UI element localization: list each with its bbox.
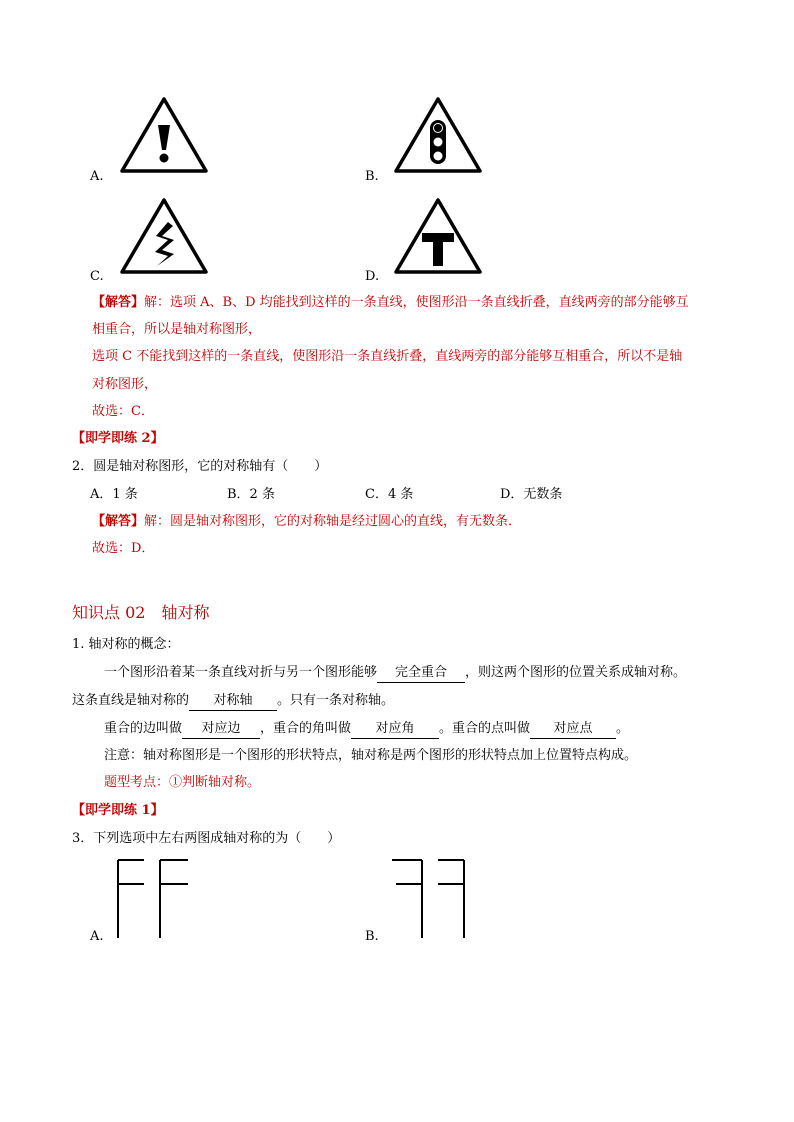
concept-text: 重合的边叫做: [104, 721, 183, 736]
concept-para-1: [104, 664, 686, 683]
mirror-reversed-f-shape-figure: [386, 856, 476, 942]
q2-option-c[interactable]: C．4 条: [365, 487, 414, 502]
q2-stem: 2．圆是轴对称图形，它的对称轴有（ ）: [72, 459, 328, 474]
t-junction-sign-icon: [392, 196, 484, 276]
fill-blank-point: 对应点: [530, 720, 616, 739]
concept-text: ，则这两个图形的位置关系成轴对称。: [465, 665, 687, 680]
q2-answer-text: 解：圆是轴对称图形，它的对称轴是经过圆心的直线，有无数条．: [144, 514, 522, 529]
section-title: 知识点 02 轴对称: [72, 603, 210, 622]
concept-para-2: [72, 692, 394, 711]
warning-exclamation-sign-icon: [118, 95, 210, 175]
concept-text: 。: [616, 721, 630, 736]
answer-line-3: 选项 C 不能找到这样的一条直线，使图形沿一条直线折叠，直线两旁的部分能够互相重合，所以不是轴: [92, 349, 683, 364]
option-d-label: D.: [365, 269, 380, 284]
answer-line-1: 解：选项 A、B、D 均能找到这样的一条直线，使图形沿一条直线折叠，直线两旁的部分能够互: [144, 295, 689, 310]
concept-note: 注意：轴对称图形是一个图形的形状特点，轴对称是两个图形的形状特点加上位置特点构成。: [104, 748, 638, 763]
fill-blank-axis: 对称轴: [189, 692, 277, 711]
option-c-label: C.: [90, 269, 104, 284]
answer-line-2: 相重合，所以是轴对称图形，: [92, 322, 262, 337]
q2-option-d[interactable]: D．无数条: [500, 487, 563, 502]
concept-para-3: [104, 720, 629, 739]
exam-point: 题型考点：①判断轴对称。: [104, 775, 261, 790]
q3-option-a-label: A.: [90, 929, 104, 944]
q2-choice: 故选：D．: [92, 541, 155, 556]
concept-text: 一个图形沿着某一条直线对折与另一个图形能够: [104, 665, 378, 680]
concept-text: 这条直线是轴对称的: [72, 693, 190, 708]
fill-blank-complete-overlap: 完全重合: [377, 664, 465, 683]
option-b-label: B.: [365, 169, 379, 184]
option-a-label: A.: [90, 169, 104, 184]
falling-rocks-sign-icon: [118, 196, 210, 276]
answer-tag: 【解答】: [92, 295, 145, 310]
fill-blank-edge: 对应边: [182, 720, 260, 739]
q2-answer-tag: 【解答】: [92, 514, 145, 529]
q2-option-b[interactable]: B．2 条: [227, 487, 275, 502]
q3-option-b-label: B.: [365, 929, 379, 944]
q3-stem: 3．下列选项中左右两图成轴对称的为（ ）: [72, 831, 341, 846]
concept-text: ，重合的角叫做: [260, 721, 352, 736]
answer-line-4: 对称图形，: [92, 377, 158, 392]
concept-text: 。重合的点叫做: [439, 721, 531, 736]
mirror-f-shape-figure: [112, 856, 202, 942]
practice-label-2: 【即学即练 2】: [72, 431, 164, 446]
practice-label-1: 【即学即练 1】: [72, 803, 164, 818]
concept-heading: 1. 轴对称的概念：: [72, 637, 180, 652]
answer-line-5: 故选：C．: [92, 404, 154, 419]
traffic-light-sign-icon: [392, 95, 484, 175]
fill-blank-angle: 对应角: [351, 720, 439, 739]
concept-text: 。只有一条对称轴。: [277, 693, 395, 708]
q2-option-a[interactable]: A．1 条: [90, 487, 138, 502]
